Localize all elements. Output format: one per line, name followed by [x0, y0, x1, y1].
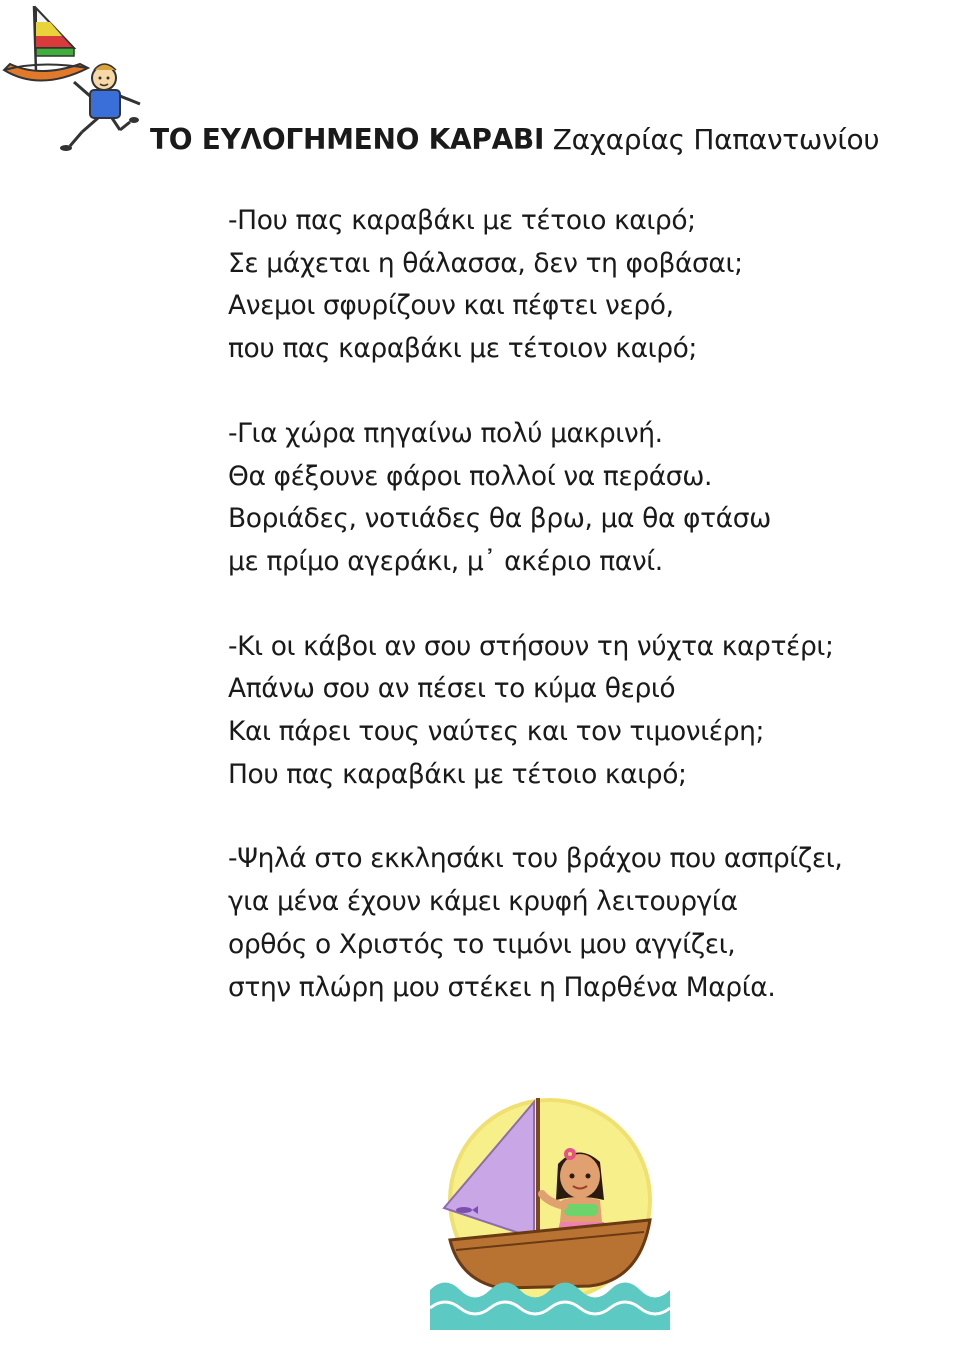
- poem-line: -Για χώρα πηγαίνω πολύ μακρινή.: [228, 417, 663, 449]
- poem-line: που πας καραβάκι με τέτοιον καιρό;: [228, 333, 697, 365]
- girl-in-sailboat-icon: [430, 1090, 670, 1330]
- poem-line: Ανεμοι σφυρίζουν και πέφτει νερό,: [228, 290, 674, 322]
- poem-line: Θα φέξουνε φάροι πολλοί να περάσω.: [228, 460, 713, 492]
- poem-line: Βοριάδες, νοτιάδες θα βρω, μα θα φτάσω: [228, 503, 771, 535]
- poem-line: στην πλώρη μου στέκει η Παρθένα Μαρία.: [228, 971, 776, 1003]
- poem-line: Απάνω σου αν πέσει το κύμα θεριό: [228, 673, 676, 705]
- poem-line: Σε μάχεται η θάλασσα, δεν τη φοβάσαι;: [228, 247, 743, 279]
- poem-line: -Που πας καραβάκι με τέτοιο καιρό;: [228, 205, 696, 236]
- page-title: [150, 120, 879, 160]
- poem-body: [228, 200, 953, 1051]
- child-carrying-sailboat-icon: [0, 0, 150, 155]
- stanza: [228, 200, 953, 371]
- stanza: [228, 413, 953, 584]
- poem-line: ορθός ο Χριστός το τιμόνι μου αγγίζει,: [228, 928, 736, 960]
- poem-line: Και πάρει τους ναύτες και τον τιμονιέρη;: [228, 716, 765, 748]
- poem-line: Που πας καραβάκι με τέτοιο καιρό;: [228, 758, 687, 790]
- poem-line: με πρίμο αγεράκι, μ᾽ ακέριο πανί.: [228, 545, 663, 577]
- poem-line: -Κι οι κάβοι αν σου στήσουν τη νύχτα καρτέρι;: [228, 630, 834, 662]
- poem-title: ΤΟ ΕΥΛΟΓΗΜΕΝΟ ΚΑΡΑΒΙ: [150, 123, 545, 156]
- stanza: [228, 626, 953, 797]
- stanza: [228, 838, 953, 1009]
- poem-line: για μένα έχουν κάμει κρυφή λειτουργία: [228, 886, 738, 918]
- poem-author: Ζαχαρίας Παπαντωνίου: [552, 123, 880, 156]
- poem-line: -Ψηλά στο εκκλησάκι του βράχου που ασπρίζει,: [228, 843, 843, 875]
